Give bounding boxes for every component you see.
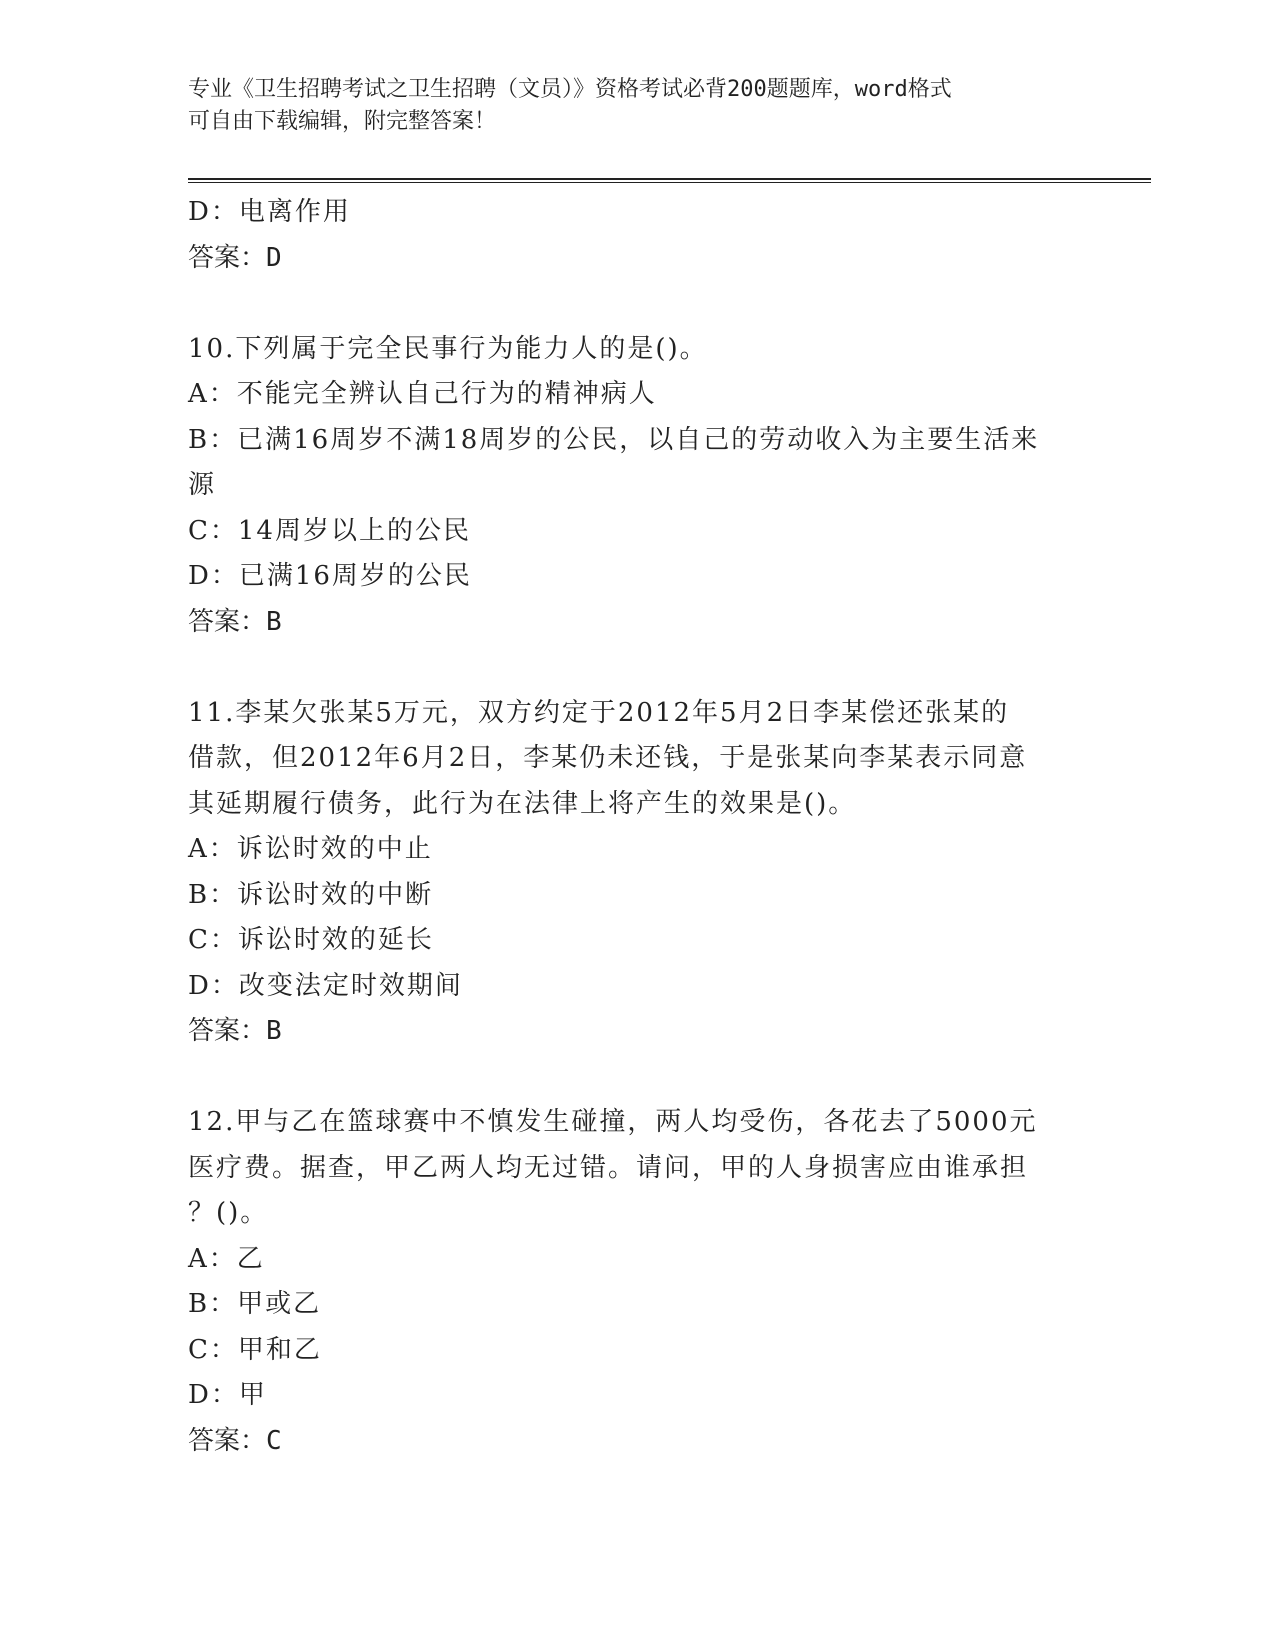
question-10 xyxy=(188,327,1088,646)
question-stem-continued: 医疗费。据查，甲乙两人均无过错。请问，甲的人身损害应由谁承担 xyxy=(188,1152,1029,1183)
page-header xyxy=(188,74,1088,138)
answer-line: 答案：C xyxy=(188,1425,282,1456)
spacer xyxy=(188,281,1088,327)
question-11 xyxy=(188,691,1088,1055)
option-b: B：诉讼时效的中断 xyxy=(188,879,434,910)
question-stem-continued: 其延期履行债务，此行为在法律上将产生的效果是()。 xyxy=(188,788,857,819)
question-stem-continued: 借款，但2012年6月2日，李某仍未还钱，于是张某向李某表示同意 xyxy=(188,743,1028,773)
question-stem: 10.下列属于完全民事行为能力人的是()。 xyxy=(188,333,708,364)
document-body xyxy=(188,190,1088,1464)
answer-line: 答案：B xyxy=(188,606,282,637)
option-a: A：诉讼时效的中止 xyxy=(188,834,433,864)
answer-line: 答案：B xyxy=(188,1016,282,1046)
answer-line: 答案：D xyxy=(188,242,282,273)
option-a: A：乙 xyxy=(188,1243,265,1274)
question-stem: 12.甲与乙在篮球赛中不慎发生碰撞，两人均受伤，各花去了5000元 xyxy=(188,1107,1038,1137)
question-9-tail xyxy=(188,190,1088,281)
option-c: C：14周岁以上的公民 xyxy=(188,515,471,546)
header-title-line-1: 专业《卫生招聘考试之卫生招聘（文员）》资格考试必背200题题库，word格式 xyxy=(188,77,952,102)
option-d: D：电离作用 xyxy=(188,197,351,227)
spacer xyxy=(188,1055,1088,1101)
option-c: C：甲和乙 xyxy=(188,1334,322,1365)
header-rule-top xyxy=(188,178,1151,180)
option-b-continued: 源 xyxy=(188,470,217,500)
header-rule-bottom xyxy=(188,182,1151,183)
option-b: B：已满16周岁不满18周岁的公民，以自己的劳动收入为主要生活来 xyxy=(188,424,1040,455)
option-a: A：不能完全辨认自己行为的精神病人 xyxy=(188,379,657,409)
spacer xyxy=(188,645,1088,691)
question-12 xyxy=(188,1100,1088,1464)
question-stem: 11.李某欠张某5万元，双方约定于2012年5月2日李某偿还张某的 xyxy=(188,697,1010,728)
option-d: D：已满16周岁的公民 xyxy=(188,561,472,591)
option-d: D：甲 xyxy=(188,1380,267,1410)
header-title-line-2: 可自由下载编辑，附完整答案！ xyxy=(188,109,497,134)
option-d: D：改变法定时效期间 xyxy=(188,970,463,1001)
option-b: B：甲或乙 xyxy=(188,1289,322,1319)
option-c: C：诉讼时效的延长 xyxy=(188,925,434,955)
question-stem-continued: ？()。 xyxy=(188,1198,269,1228)
